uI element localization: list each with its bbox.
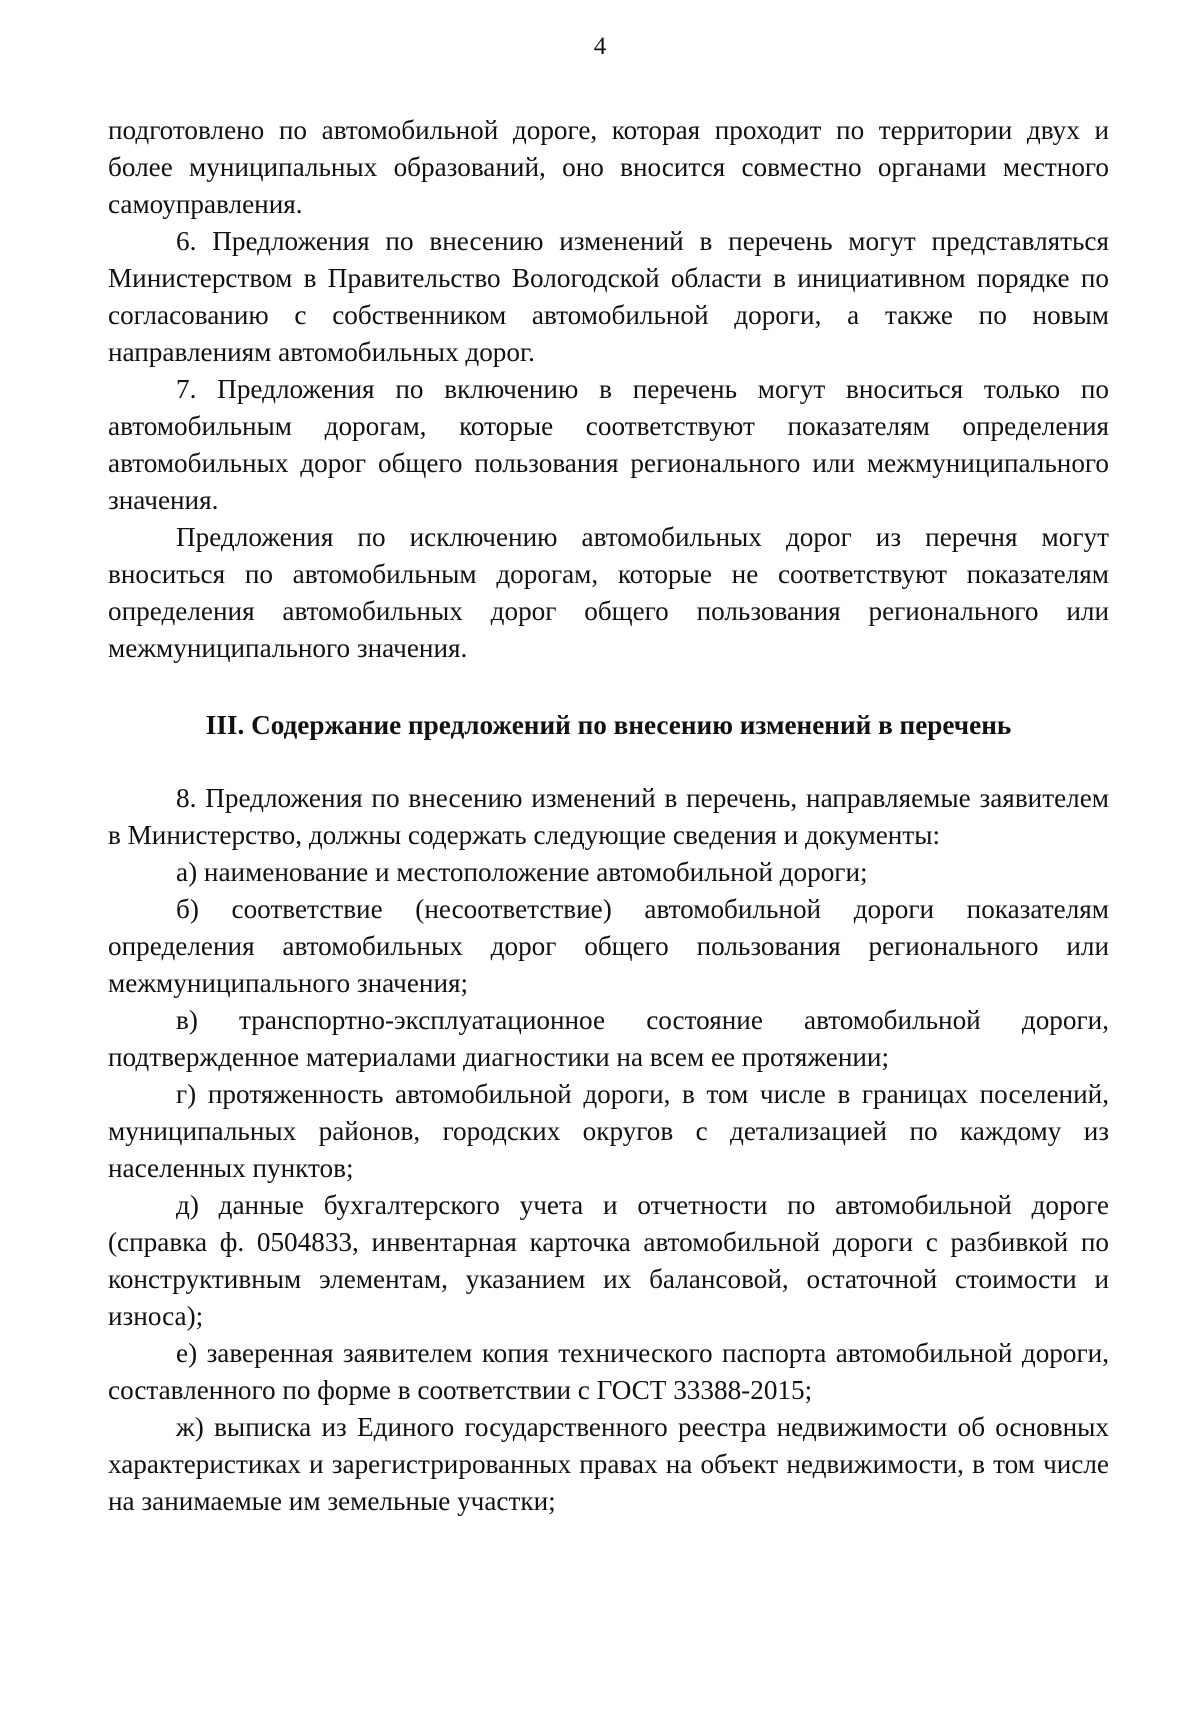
list-item-v: в) транспортно-эксплуатационное состояние автомобильной дороги, подтвержденное материалами диагностики на всем ее протяжении; [108, 1005, 1109, 1072]
paragraph-exclusion: Предложения по исключению автомобильных дорог из перечня могут вноситься по автомобильным дорогам, которые не соответствуют показателям определения автомобильных дорог общего пользования регионального или межмуниципального значения. [108, 522, 1109, 663]
paragraph-item-7: 7. Предложения по включению в перечень могут вноситься только по автомобильным дорогам, которые соответствуют показателям определения автомобильных дорог общего пользования регионального или межмуниципального значения. [108, 374, 1109, 515]
paragraph-item-8: 8. Предложения по внесению изменений в перечень, направляемые заявителем в Министерство, должны содержать следующие сведения и документы: [108, 783, 1109, 850]
paragraph-item-6: 6. Предложения по внесению изменений в перечень могут представляться Министерством в Правительство Вологодской области в инициативном порядке по согласованию с собственником автомобильной дороги, а также по новым направлениям автомобильных дорог. [108, 226, 1109, 367]
list-item-g: г) протяженность автомобильной дороги, в том числе в границах поселений, муниципальных районов, городских округов с детализацией по каждому из населенных пунктов; [108, 1079, 1109, 1183]
page-number: 4 [593, 33, 607, 60]
section-heading: III. Содержание предложений по внесению изменений в перечень [205, 710, 1012, 740]
paragraph-continuation: подготовлено по автомобильной дороге, которая проходит по территории двух и более муниципальных образований, оно вносится совместно органами местного самоуправления. [108, 115, 1109, 219]
list-item-d: д) данные бухгалтерского учета и отчетности по автомобильной дороге (справка ф. 0504833, инвентарная карточка автомобильной дороги с разбивкой по конструктивным элементам, указанием их балансовой, остаточной стоимости и износа); [108, 1190, 1109, 1331]
list-item-zh: ж) выписка из Единого государственного реестра недвижимости об основных характеристиках и зарегистрированных правах на объект недвижимости, в том числе на занимаемые им земельные участки; [108, 1412, 1109, 1516]
list-item-a: а) наименование и местоположение автомобильной дороги; [176, 857, 868, 887]
list-item-e: е) заверенная заявителем копия технического паспорта автомобильной дороги, составленного по форме в соответствии с ГОСТ 33388-2015; [108, 1338, 1109, 1405]
list-item-b: б) соответствие (несоответствие) автомобильной дороги показателям определения автомобильных дорог общего пользования регионального или межмуниципального значения; [108, 894, 1109, 998]
document-body [108, 112, 1109, 1520]
